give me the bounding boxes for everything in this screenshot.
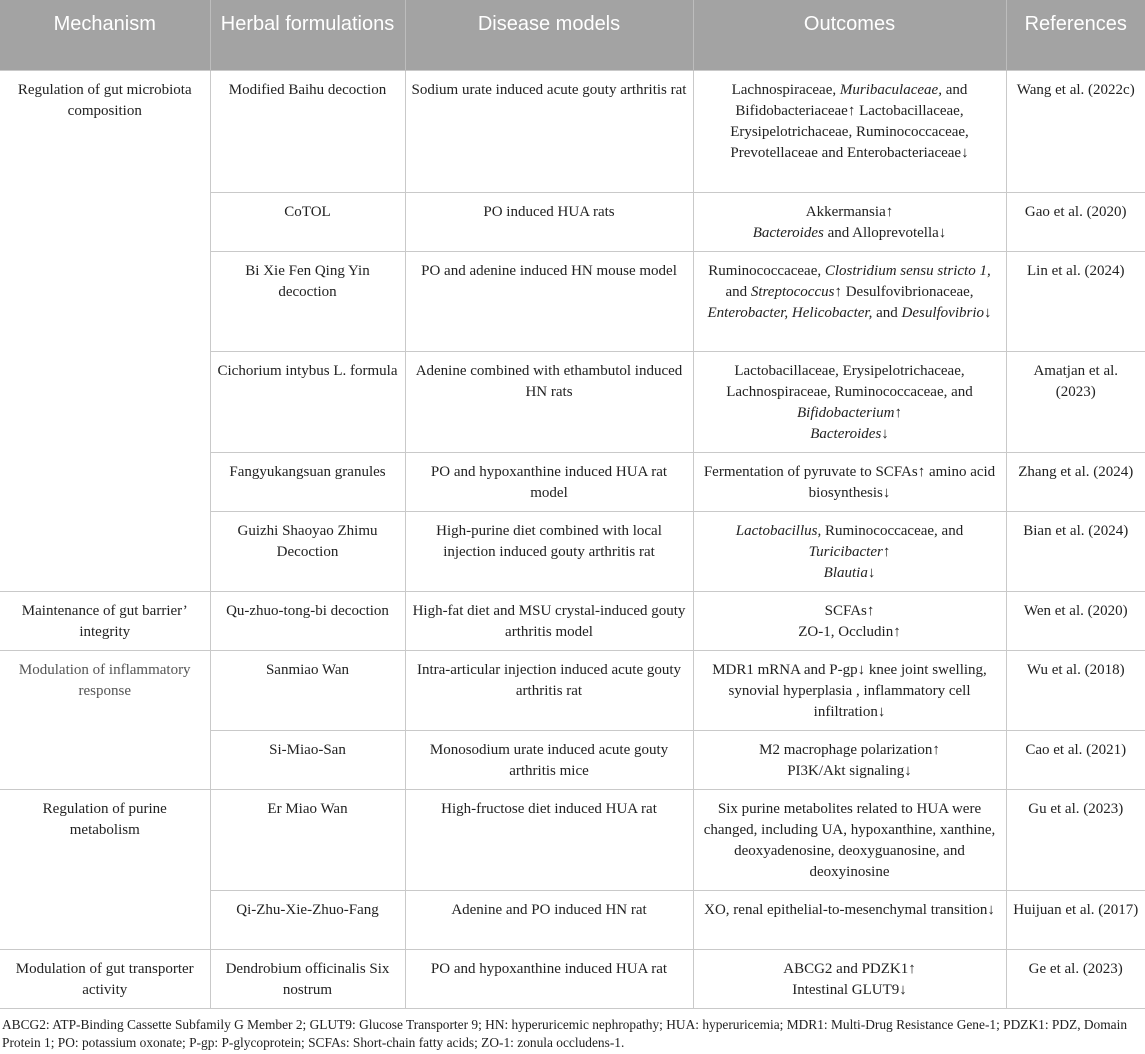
outcome-text: MDR1 mRNA and P-gp↓ knee joint swelling, synovial hyperplasia , inflammatory cell infiltration↓ bbox=[712, 661, 987, 720]
outcome-text: and bbox=[872, 304, 902, 321]
reference-cell: Gao et al. (2020) bbox=[1006, 192, 1145, 251]
model-cell: Intra-articular injection induced acute gouty arthritis rat bbox=[405, 650, 693, 730]
model-cell: PO and hypoxanthine induced HUA rat bbox=[405, 949, 693, 1008]
outcome-text: Lactobacillaceae, Erysipelotrichaceae, Lachnospiraceae, Ruminococcaceae, and bbox=[726, 362, 973, 400]
outcome-text: and Alloprevotella↓ bbox=[823, 224, 947, 241]
outcome-cell bbox=[693, 70, 1006, 192]
outcome-text: ABCG2 and PDZK1↑ bbox=[783, 960, 916, 977]
mechanism-cell: Regulation of purine metabolism bbox=[0, 789, 210, 949]
model-cell: Monosodium urate induced acute gouty arthritis mice bbox=[405, 730, 693, 789]
outcome-text: Lactobacillus, bbox=[735, 522, 822, 539]
table-row bbox=[0, 70, 1145, 192]
outcome-cell bbox=[693, 789, 1006, 890]
outcome-text: ↓ bbox=[867, 564, 876, 581]
reference-cell: Zhang et al. (2024) bbox=[1006, 452, 1145, 511]
outcome-text: Intestinal GLUT9↓ bbox=[792, 981, 907, 998]
outcome-cell bbox=[693, 351, 1006, 452]
table-row bbox=[0, 591, 1145, 650]
outcome-text: SCFAs↑ bbox=[824, 602, 875, 619]
outcome-cell bbox=[693, 511, 1006, 591]
outcome-text: and bbox=[725, 283, 751, 300]
reference-cell: Lin et al. (2024) bbox=[1006, 251, 1145, 351]
reference-cell: Gu et al. (2023) bbox=[1006, 789, 1145, 890]
outcome-text: Akkermansia↑ bbox=[805, 203, 894, 220]
formulation-cell: Si-Miao-San bbox=[210, 730, 405, 789]
formulation-cell: Bi Xie Fen Qing Yin decoction bbox=[210, 251, 405, 351]
outcome-text: Turicibacter bbox=[808, 543, 883, 560]
formulation-cell: Modified Baihu decoction bbox=[210, 70, 405, 192]
table-row bbox=[0, 949, 1145, 1008]
model-cell: PO induced HUA rats bbox=[405, 192, 693, 251]
model-cell: High-fat diet and MSU crystal-induced gouty arthritis model bbox=[405, 591, 693, 650]
formulation-cell: Qu-zhuo-tong-bi decoction bbox=[210, 591, 405, 650]
outcome-text: Lachnospiraceae, bbox=[731, 81, 840, 98]
formulation-cell: Sanmiao Wan bbox=[210, 650, 405, 730]
outcome-cell bbox=[693, 251, 1006, 351]
reference-cell: Ge et al. (2023) bbox=[1006, 949, 1145, 1008]
outcome-text: Ruminococcaceae, bbox=[708, 262, 825, 279]
model-cell: Adenine combined with ethambutol induced HN rats bbox=[405, 351, 693, 452]
outcome-text: ↑ bbox=[894, 404, 902, 421]
outcome-text: XO, renal epithelial-to-mesenchymal transition↓ bbox=[704, 901, 995, 918]
mechanism-cell: Modulation of gut transporter activity bbox=[0, 949, 210, 1008]
model-cell: PO and hypoxanthine induced HUA rat model bbox=[405, 452, 693, 511]
table-footnote: ABCG2: ATP-Binding Cassette Subfamily G Member 2; GLUT9: Glucose Transporter 9; HN: hyperuricemic nephropathy; HUA: hyperuricemia; MDR1: Multi-Drug Resistance Gene-1; PDZK1: PDZ, Domain Protein 1; PO: potassium oxonate; P-gp: P-glycoprotein; SCFAs: Short-chain fatty acids; ZO-1: zonula occludens-1. bbox=[2, 1017, 1128, 1050]
table-row bbox=[0, 789, 1145, 890]
model-cell: Adenine and PO induced HN rat bbox=[405, 890, 693, 949]
outcome-text: Fermentation of pyruvate to SCFAs↑ amino acid biosynthesis↓ bbox=[703, 463, 996, 501]
reference-cell: Cao et al. (2021) bbox=[1006, 730, 1145, 789]
outcome-text: ↓ bbox=[984, 304, 992, 321]
outcome-cell bbox=[693, 452, 1006, 511]
header-herbal-formulations: Herbal formulations bbox=[210, 0, 405, 70]
outcome-text: Bacteroides bbox=[810, 425, 882, 442]
reference-cell: Wang et al. (2022c) bbox=[1006, 70, 1145, 192]
model-cell: High-fructose diet induced HUA rat bbox=[405, 789, 693, 890]
formulation-cell: Er Miao Wan bbox=[210, 789, 405, 890]
outcome-cell bbox=[693, 949, 1006, 1008]
outcome-text: Enterobacter, Helicobacter, bbox=[707, 304, 873, 321]
outcome-text: Clostridium sensu stricto 1, bbox=[824, 262, 991, 279]
formulation-cell: Fangyukangsuan granules bbox=[210, 452, 405, 511]
outcome-text: ZO-1, Occludin↑ bbox=[798, 623, 901, 640]
reference-cell: Bian et al. (2024) bbox=[1006, 511, 1145, 591]
formulation-cell: Dendrobium officinalis Six nostrum bbox=[210, 949, 405, 1008]
table-row bbox=[0, 650, 1145, 730]
header-disease-models: Disease models bbox=[405, 0, 693, 70]
outcome-cell bbox=[693, 650, 1006, 730]
table-body bbox=[0, 70, 1145, 1008]
reference-cell: Wen et al. (2020) bbox=[1006, 591, 1145, 650]
outcome-cell bbox=[693, 591, 1006, 650]
header-references: References bbox=[1006, 0, 1145, 70]
outcome-cell bbox=[693, 192, 1006, 251]
mechanism-cell: Maintenance of gut barrier’ integrity bbox=[0, 591, 210, 650]
outcome-cell bbox=[693, 730, 1006, 789]
table-header bbox=[0, 0, 1145, 70]
mechanism-cell: Modulation of inflammatory response bbox=[0, 650, 210, 789]
model-cell: High-purine diet combined with local injection induced gouty arthritis rat bbox=[405, 511, 693, 591]
outcome-text: Desulfovibrio bbox=[901, 304, 984, 321]
outcome-text: and Bifidobacteriaceae↑ Lactobacillaceae, Erysipelotrichaceae, Ruminococcaceae, Prevotellaceae and Enterobacteriaceae↓ bbox=[730, 81, 969, 161]
header-outcomes: Outcomes bbox=[693, 0, 1006, 70]
outcome-text: ↑ Desulfovibrionaceae, bbox=[834, 283, 974, 300]
outcome-text: Bifidobacterium bbox=[797, 404, 895, 421]
outcome-text: Ruminococcaceae, and bbox=[821, 522, 964, 539]
reference-cell: Amatjan et al. (2023) bbox=[1006, 351, 1145, 452]
outcome-text: Streptococcus bbox=[750, 283, 835, 300]
outcome-text: ↑ bbox=[882, 543, 891, 560]
outcome-text: ↓ bbox=[881, 425, 889, 442]
outcome-text: Muribaculaceae, bbox=[839, 81, 942, 98]
outcome-text: PI3K/Akt signaling↓ bbox=[787, 762, 912, 779]
model-cell: Sodium urate induced acute gouty arthritis rat bbox=[405, 70, 693, 192]
formulation-cell: CoTOL bbox=[210, 192, 405, 251]
outcome-text: Blautia bbox=[823, 564, 868, 581]
outcome-cell bbox=[693, 890, 1006, 949]
reference-cell: Huijuan et al. (2017) bbox=[1006, 890, 1145, 949]
outcome-text: Bacteroides bbox=[752, 224, 824, 241]
formulation-cell: Qi-Zhu-Xie-Zhuo-Fang bbox=[210, 890, 405, 949]
outcome-text: M2 macrophage polarization↑ bbox=[759, 741, 940, 758]
header-mechanism: Mechanism bbox=[0, 0, 210, 70]
outcome-text: Six purine metabolites related to HUA were changed, including UA, hypoxanthine, xanthine, deoxyadenosine, deoxyguanosine, and deoxyinosine bbox=[703, 800, 996, 880]
formulation-cell: Cichorium intybus L. formula bbox=[210, 351, 405, 452]
reference-cell: Wu et al. (2018) bbox=[1006, 650, 1145, 730]
formulation-cell: Guizhi Shaoyao Zhimu Decoction bbox=[210, 511, 405, 591]
mechanism-cell: Regulation of gut microbiota composition bbox=[0, 70, 210, 591]
model-cell: PO and adenine induced HN mouse model bbox=[405, 251, 693, 351]
